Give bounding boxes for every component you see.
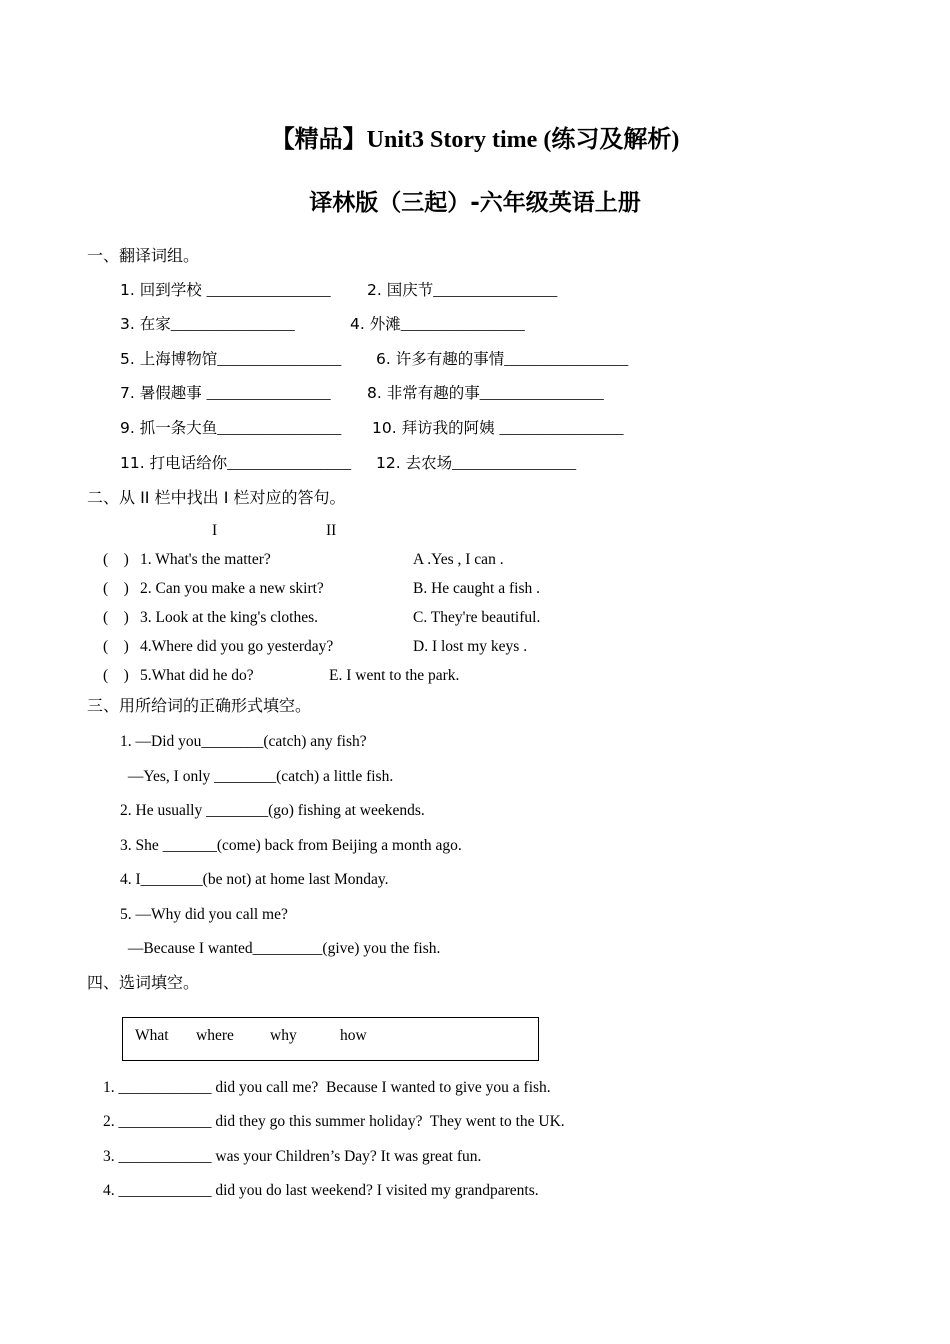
vocab-item-2: 2. 国庆节________________ [367, 281, 558, 299]
choice-item-1[interactable]: 1. ____________ did you call me? Because I wanted to give you a fish. [103, 1079, 551, 1096]
section1-heading: 一、翻译词组。 [87, 246, 200, 265]
answer-paren[interactable]: ( ) [103, 580, 129, 597]
match-question: 3. Look at the king's clothes. [140, 609, 319, 626]
answer-blank[interactable]: ________________ [217, 351, 342, 368]
answer-paren[interactable]: ( ) [103, 551, 129, 568]
word-bank-item: What [135, 1027, 169, 1044]
answer-blank[interactable]: ________________ [400, 316, 525, 333]
vocab-item-6: 6. 许多有趣的事情________________ [376, 350, 629, 368]
match-question: 1. What's the matter? [140, 551, 271, 568]
answer-paren[interactable]: ( ) [103, 667, 129, 684]
page-title: 【精品】Unit3 Story time (练习及解析) [270, 127, 680, 153]
answer-blank[interactable]: ________________ [206, 385, 331, 402]
vocab-item-12: 12. 去农场________________ [376, 454, 577, 472]
answer-blank[interactable]: ________________ [170, 316, 295, 333]
answer-blank[interactable]: ________________ [206, 282, 331, 299]
vocab-item-7: 7. 暑假趣事 ________________ [120, 384, 331, 402]
word-bank-item: how [340, 1027, 367, 1044]
answer-blank[interactable]: ________________ [217, 420, 342, 437]
column-header-ii: II [326, 522, 337, 539]
match-question: 2. Can you make a new skirt? [140, 580, 324, 597]
answer-paren[interactable]: ( ) [103, 638, 129, 655]
vocab-item-1: 1. 回到学校 ________________ [120, 281, 331, 299]
fill-line-4[interactable]: 4. I________(be not) at home last Monday. [120, 871, 389, 888]
fill-line-2[interactable]: 2. He usually ________(go) fishing at weekends. [120, 802, 425, 819]
match-answer: D. I lost my keys . [413, 638, 528, 655]
fill-line-5: 5. —Why did you call me? [120, 906, 288, 923]
section3-heading: 三、用所给词的正确形式填空。 [87, 696, 312, 715]
answer-blank[interactable]: ________________ [504, 351, 629, 368]
match-answer: E. I went to the park. [329, 667, 460, 684]
page-subtitle: 译林版（三起）-六年级英语上册 [309, 190, 641, 216]
choice-item-4[interactable]: 4. ____________ did you do last weekend? I visited my grandparents. [103, 1182, 539, 1199]
word-bank-item: where [196, 1027, 234, 1044]
fill-line-1[interactable]: 1. —Did you________(catch) any fish? [120, 733, 367, 750]
answer-blank[interactable]: ________________ [452, 455, 577, 472]
fill-line-1b[interactable]: —Yes, I only ________(catch) a little fish. [124, 768, 394, 785]
section2-heading: 二、从 II 栏中找出 I 栏对应的答句。 [87, 488, 346, 507]
answer-blank[interactable]: ________________ [227, 455, 352, 472]
vocab-item-10: 10. 拜访我的阿姨 ________________ [372, 419, 624, 437]
vocab-item-9: 9. 抓一条大鱼________________ [120, 419, 342, 437]
match-question: 4.Where did you go yesterday? [140, 638, 334, 655]
match-answer: B. He caught a fish . [413, 580, 540, 597]
word-bank-item: why [270, 1027, 297, 1044]
word-bank-box [122, 1017, 539, 1061]
answer-paren[interactable]: ( ) [103, 609, 129, 626]
choice-item-3[interactable]: 3. ____________ was your Children’s Day? It was great fun. [103, 1148, 482, 1165]
column-header-i: I [212, 522, 218, 539]
vocab-item-11: 11. 打电话给你________________ [120, 454, 352, 472]
answer-blank[interactable]: ________________ [479, 385, 604, 402]
fill-line-3[interactable]: 3. She _______(come) back from Beijing a month ago. [120, 837, 462, 854]
vocab-item-4: 4. 外滩________________ [350, 315, 525, 333]
answer-blank[interactable]: ________________ [499, 420, 624, 437]
answer-blank[interactable]: ________________ [433, 282, 558, 299]
match-answer: A .Yes , I can . [413, 551, 504, 568]
match-question: 5.What did he do? [140, 667, 254, 684]
vocab-item-8: 8. 非常有趣的事________________ [367, 384, 604, 402]
vocab-item-5: 5. 上海博物馆________________ [120, 350, 342, 368]
choice-item-2[interactable]: 2. ____________ did they go this summer holiday? They went to the UK. [103, 1113, 565, 1130]
match-answer: C. They're beautiful. [413, 609, 541, 626]
vocab-item-3: 3. 在家________________ [120, 315, 295, 333]
section4-heading: 四、选词填空。 [87, 973, 200, 992]
fill-line-5b[interactable]: —Because I wanted_________(give) you the fish. [124, 940, 441, 957]
